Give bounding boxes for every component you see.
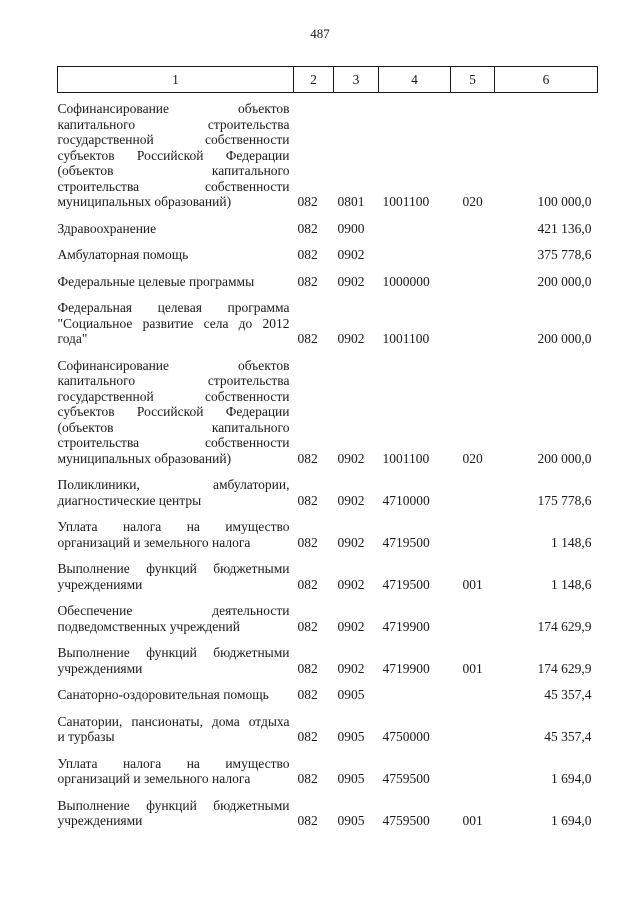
section-code: 0905 [337, 687, 365, 702]
description-line: субъектов Российской Федерации [57, 404, 290, 419]
expense-type-code [451, 477, 495, 508]
expense-type-code [451, 274, 495, 290]
amount: 421 136,0 [537, 220, 592, 236]
row-spacer [58, 550, 598, 561]
row-spacer-cell [58, 703, 598, 714]
description-line: Поликлиники, амбулатории, [57, 477, 290, 492]
section-code: 0902 [337, 576, 365, 592]
row-spacer-cell [58, 508, 598, 519]
amount: 1 694,0 [551, 771, 592, 786]
amount: 174 629,9 [537, 618, 592, 634]
description-line: организаций и земельного налога [57, 771, 251, 786]
description-line: субъектов Российской Федерации [57, 147, 290, 163]
section-code: 0905 [337, 813, 365, 828]
expense-type-code [451, 221, 495, 237]
row-spacer [58, 508, 598, 519]
section-code: 0902 [337, 492, 365, 508]
section-code: 0900 [337, 220, 365, 236]
description-line: государственной собственности [57, 388, 290, 404]
article-code: 1000000 [382, 273, 430, 289]
expense-type-code [451, 247, 495, 263]
expense-type-code: 001 [462, 576, 483, 592]
description-line: Санатории, пансионаты, дома отдыха [57, 713, 290, 729]
chapter-code: 082 [297, 194, 318, 209]
chapter-code: 082 [297, 576, 318, 592]
row-spacer-cell [58, 745, 598, 756]
row-spacer [58, 236, 598, 247]
header-col-6: 6 [495, 67, 598, 93]
expense-type-code: 020 [462, 450, 483, 466]
header-col-5: 5 [451, 67, 495, 93]
header-col-2: 2 [294, 67, 334, 93]
section-code: 0902 [337, 450, 365, 466]
article-code [379, 687, 451, 703]
section-code: 0801 [337, 194, 365, 209]
chapter-code: 082 [297, 618, 318, 634]
description-line: учреждениями [57, 576, 143, 592]
amount: 200 000,0 [537, 331, 592, 346]
chapter-code: 082 [297, 492, 318, 508]
row-spacer [58, 93, 598, 102]
description-line: Выполнение функций бюджетными [57, 645, 290, 660]
expense-type-code [451, 687, 495, 703]
header-row [58, 67, 598, 93]
article-code: 4719500 [382, 534, 430, 550]
description-line: Федеральная целевая программа [57, 300, 290, 315]
row-spacer [58, 263, 598, 274]
table-row [58, 477, 598, 508]
chapter-code: 082 [297, 687, 318, 702]
article-code: 4719900 [382, 618, 430, 634]
description-line: капитального строительства [57, 373, 290, 388]
header-col-4: 4 [379, 67, 451, 93]
row-description [58, 300, 294, 347]
table-row [58, 798, 598, 829]
row-spacer [58, 787, 598, 798]
section-code: 0905 [337, 771, 365, 786]
row-description [58, 756, 294, 787]
description-line: капитального строительства [57, 116, 290, 132]
expense-type-code [451, 714, 495, 745]
row-description [58, 645, 294, 676]
row-spacer-cell [58, 289, 598, 300]
description-line: (объектов капитального [57, 163, 290, 178]
description-line: организаций и земельного налога [57, 534, 251, 550]
row-spacer-cell [58, 466, 598, 477]
description-line: муниципальных образований) [57, 450, 232, 466]
row-description [58, 358, 294, 467]
chapter-code: 082 [297, 220, 318, 236]
description-line: Выполнение функций бюджетными [57, 561, 290, 576]
amount: 45 357,4 [544, 729, 592, 744]
chapter-code: 082 [297, 729, 318, 744]
table-row [58, 247, 598, 263]
row-description [58, 477, 294, 508]
table-row [58, 714, 598, 745]
table-row [58, 221, 598, 237]
table-row [58, 300, 598, 347]
description-line: Федеральные целевые программы [57, 273, 255, 289]
row-description [58, 519, 294, 550]
row-description [58, 714, 294, 745]
description-line: Софинансирование объектов [57, 101, 290, 116]
section-code: 0902 [337, 660, 365, 676]
amount: 1 148,6 [551, 576, 592, 592]
row-description [58, 798, 294, 829]
row-description [58, 247, 294, 263]
row-description [58, 274, 294, 290]
expense-type-code: 020 [462, 194, 483, 209]
expense-type-code: 001 [462, 813, 483, 828]
chapter-code: 082 [297, 660, 318, 676]
row-spacer [58, 592, 598, 603]
article-code: 4710000 [382, 492, 430, 508]
page-number: 487 [310, 26, 330, 41]
description-line: Здравоохранение [57, 220, 157, 236]
row-description [58, 561, 294, 592]
article-code [379, 247, 451, 263]
description-line: диагностические центры [57, 492, 202, 508]
section-code: 0902 [337, 534, 365, 550]
chapter-code: 082 [297, 273, 318, 289]
expense-type-code [451, 603, 495, 634]
section-code: 0902 [337, 618, 365, 634]
expense-type-code [451, 300, 495, 347]
expense-type-code: 001 [462, 660, 483, 676]
chapter-code: 082 [297, 771, 318, 786]
description-line: года" [57, 331, 88, 346]
row-spacer [58, 347, 598, 358]
row-description [58, 221, 294, 237]
row-spacer-cell [58, 592, 598, 603]
amount: 375 778,6 [537, 247, 592, 262]
budget-table [57, 66, 598, 829]
description-line: строительства собственности [57, 435, 290, 450]
row-spacer-cell [58, 263, 598, 274]
row-spacer [58, 676, 598, 687]
amount: 200 000,0 [537, 273, 592, 289]
article-code: 1001100 [382, 450, 430, 466]
section-code: 0902 [337, 247, 365, 262]
expense-type-code [451, 519, 495, 550]
table-row [58, 687, 598, 703]
article-code: 4759500 [382, 813, 430, 828]
description-line: "Социальное развитие села до 2012 [57, 315, 290, 331]
description-line: Софинансирование объектов [57, 357, 290, 373]
chapter-code: 082 [297, 247, 318, 262]
chapter-code: 082 [297, 813, 318, 828]
description-line: и турбазы [57, 729, 115, 744]
chapter-code: 082 [297, 331, 318, 346]
amount: 45 357,4 [544, 687, 592, 702]
row-spacer-cell [58, 676, 598, 687]
article-code: 4719500 [382, 576, 430, 592]
description-line: подведомственных учреждений [57, 618, 240, 634]
table-row [58, 274, 598, 290]
article-code: 1001100 [382, 194, 430, 209]
chapter-code: 082 [297, 450, 318, 466]
table-row [58, 561, 598, 592]
description-line: Обеспечение деятельности [57, 603, 290, 618]
table-row [58, 519, 598, 550]
row-spacer-cell [58, 210, 598, 221]
table-row [58, 101, 598, 210]
amount: 1 694,0 [551, 813, 592, 828]
table-row [58, 756, 598, 787]
row-spacer-cell [58, 236, 598, 247]
description-line: муниципальных образований) [57, 194, 232, 209]
row-spacer-cell [58, 550, 598, 561]
description-line: строительства собственности [57, 178, 290, 194]
row-description [58, 687, 294, 703]
article-code: 4719900 [382, 660, 430, 676]
amount: 175 778,6 [537, 492, 592, 508]
row-spacer-cell [58, 93, 598, 102]
section-code: 0905 [337, 729, 365, 744]
amount: 174 629,9 [537, 660, 592, 676]
row-spacer [58, 210, 598, 221]
description-line: учреждениями [57, 660, 143, 676]
table-row [58, 603, 598, 634]
amount: 1 148,6 [551, 534, 592, 550]
section-code: 0902 [337, 331, 365, 346]
amount: 100 000,0 [537, 194, 592, 209]
row-spacer [58, 466, 598, 477]
table-row [58, 645, 598, 676]
article-code: 4759500 [382, 771, 430, 786]
article-code: 1001100 [382, 331, 430, 346]
article-code [379, 221, 451, 237]
description-line: государственной собственности [57, 132, 290, 147]
chapter-code: 082 [297, 534, 318, 550]
description-line: (объектов капитального [57, 419, 290, 435]
description-line: Уплата налога на имущество [57, 519, 290, 534]
description-line: учреждениями [57, 813, 143, 828]
description-line: Уплата налога на имущество [57, 755, 290, 771]
section-code: 0902 [337, 273, 365, 289]
row-spacer [58, 745, 598, 756]
description-line: Амбулаторная помощь [57, 247, 189, 262]
description-line: Выполнение функций бюджетными [57, 797, 290, 813]
row-spacer [58, 703, 598, 714]
row-description [58, 101, 294, 210]
header-col-1: 1 [58, 67, 294, 93]
header-col-3: 3 [334, 67, 379, 93]
amount: 200 000,0 [537, 450, 592, 466]
table-row [58, 358, 598, 467]
row-spacer-cell [58, 347, 598, 358]
row-spacer-cell [58, 634, 598, 645]
table-body [58, 93, 598, 829]
description-line: Санаторно-оздоровительная помощь [57, 687, 269, 702]
row-description [58, 603, 294, 634]
article-code: 4750000 [382, 729, 430, 744]
row-spacer [58, 289, 598, 300]
expense-type-code [451, 756, 495, 787]
row-spacer-cell [58, 787, 598, 798]
budget-table-container [57, 66, 597, 829]
row-spacer [58, 634, 598, 645]
